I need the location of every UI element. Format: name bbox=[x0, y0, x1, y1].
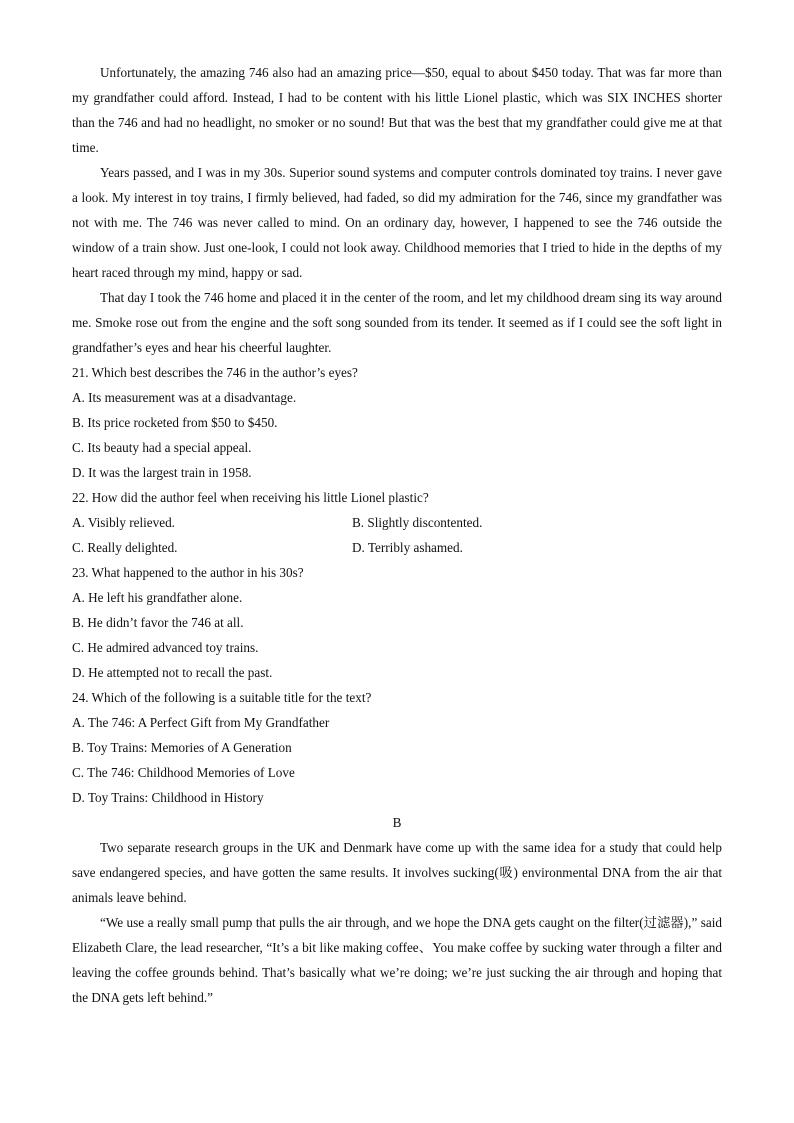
passage-a-paragraph-2: Years passed, and I was in my 30s. Superior sound systems and computer controls dominated toy trains. I never gave a look. My interest in toy trains, I firmly believed, had faded, so did my admiration for the 746, since my grandfather was not with me. The 746 was never called to mind. On an ordinary day, however, I happened to see the 746 outside the window of a train show. Just one-look, I could not look away. Childhood memories that I tried to hide in the depths of my heart raced through my mind, happy or sad. bbox=[72, 165, 722, 280]
question-23-option-c: C. He admired advanced toy trains. bbox=[72, 640, 259, 655]
exam-page bbox=[72, 60, 722, 1010]
question-21-option-b: B. Its price rocketed from $50 to $450. bbox=[72, 415, 278, 430]
question-22-options-row-2 bbox=[72, 535, 722, 560]
question-22-option-d: D. Terribly ashamed. bbox=[352, 540, 463, 555]
question-22-option-b: B. Slightly discontented. bbox=[352, 515, 483, 530]
question-24-option-c: C. The 746: Childhood Memories of Love bbox=[72, 765, 295, 780]
question-22-option-a: A. Visibly relieved. bbox=[72, 515, 175, 530]
question-23-stem: 23. What happened to the author in his 30s? bbox=[72, 565, 304, 580]
question-22-options-row-1 bbox=[72, 510, 722, 535]
question-23-option-a: A. He left his grandfather alone. bbox=[72, 590, 243, 605]
question-24-option-d: D. Toy Trains: Childhood in History bbox=[72, 790, 264, 805]
question-21-stem: 21. Which best describes the 746 in the author’s eyes? bbox=[72, 365, 358, 380]
question-21-option-a: A. Its measurement was at a disadvantage. bbox=[72, 390, 297, 405]
passage-b-paragraph-2: “We use a really small pump that pulls the air through, and we hope the DNA gets caught on the filter(过滤器),” said Elizabeth Clare, the lead researcher, “It’s a bit like making coffee、You make coffee by sucking water through a filter and leaving the coffee grounds behind. That’s basically what we’re doing; we’re just sucking the air through and hoping that the DNA gets left behind.” bbox=[72, 915, 722, 1005]
question-24-stem: 24. Which of the following is a suitable title for the text? bbox=[72, 690, 372, 705]
question-21-option-c: C. Its beauty had a special appeal. bbox=[72, 440, 252, 455]
passage-b-paragraph-1: Two separate research groups in the UK and Denmark have come up with the same idea for a study that could help save endangered species, and have gotten the same results. It involves sucking(吸) environmental DNA from the air that animals leave behind. bbox=[72, 840, 722, 905]
passage-a-paragraph-1: Unfortunately, the amazing 746 also had an amazing price—$50, equal to about $450 today. That was far more than my grandfather could afford. Instead, I had to be content with his little Lionel plastic, which was SIX INCHES shorter than the 746 and had no headlight, no smoker or no sound! But that was the best that my grandfather could give me at that time. bbox=[72, 65, 722, 155]
question-21-option-d: D. It was the largest train in 1958. bbox=[72, 465, 252, 480]
question-22-option-c: C. Really delighted. bbox=[72, 540, 178, 555]
passage-a-paragraph-3: That day I took the 746 home and placed it in the center of the room, and let my childhood dream sing its way around me. Smoke rose out from the engine and the soft song sounded from its tender. It seemed as if I could see the soft light in grandfather’s eyes and hear his cheerful laughter. bbox=[72, 290, 722, 355]
question-23-option-d: D. He attempted not to recall the past. bbox=[72, 665, 273, 680]
question-24-option-a: A. The 746: A Perfect Gift from My Grandfather bbox=[72, 715, 330, 730]
question-24-option-b: B. Toy Trains: Memories of A Generation bbox=[72, 740, 292, 755]
question-23-option-b: B. He didn’t favor the 746 at all. bbox=[72, 615, 244, 630]
question-22-stem: 22. How did the author feel when receiving his little Lionel plastic? bbox=[72, 490, 429, 505]
passage-b-heading: B bbox=[392, 815, 402, 830]
